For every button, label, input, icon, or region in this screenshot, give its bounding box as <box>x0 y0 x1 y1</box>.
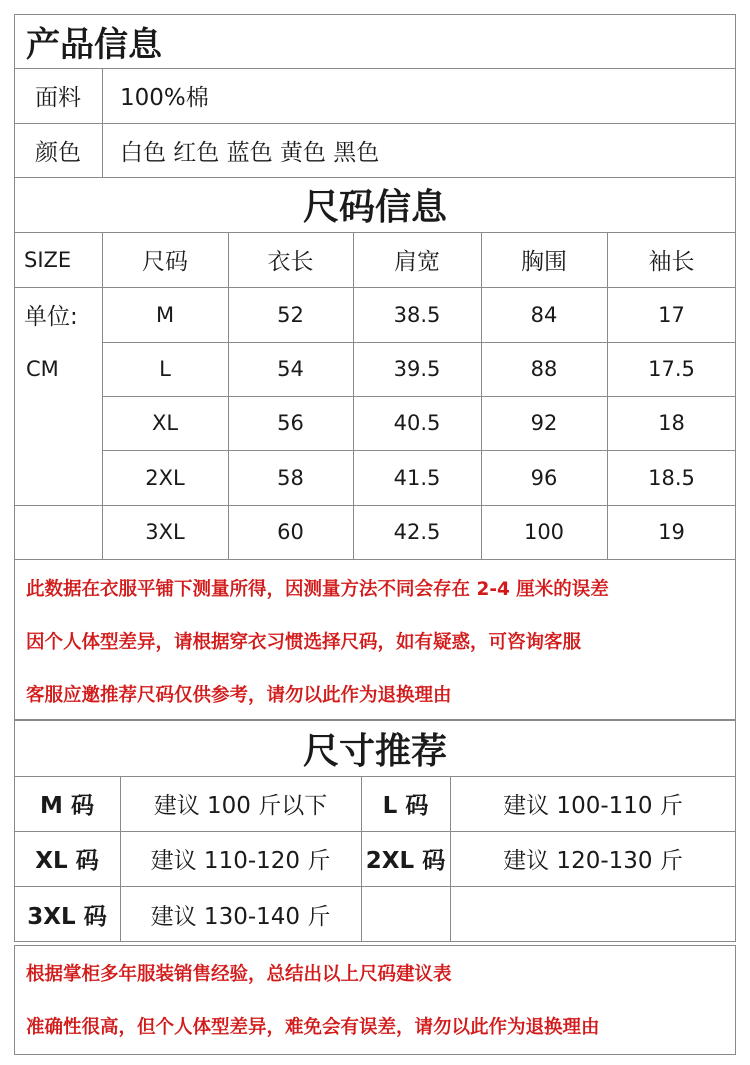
sleeve-cell: 18 <box>658 411 685 435</box>
shoulder-cell: 38.5 <box>393 302 441 327</box>
chest-cell: 96 <box>530 465 558 490</box>
size-note: 此数据在衣服平铺下测量所得，因测量方法不同会存在 2-4 厘米的误差 <box>26 579 609 600</box>
unit-label: 单位: <box>24 304 78 330</box>
size-cell: M <box>155 302 175 327</box>
color-value: 白色 红色 蓝色 黄色 黑色 <box>120 139 380 166</box>
fabric-label: 面料 <box>35 85 81 111</box>
header-shoulder: 肩宽 <box>394 249 440 275</box>
shoulder-cell: 40.5 <box>393 411 441 435</box>
recommend-size: M 码 <box>40 793 94 819</box>
sleeve-cell: 17.5 <box>648 357 695 381</box>
shoulder-cell: 39.5 <box>393 357 441 381</box>
size-cell: 2XL <box>145 465 185 490</box>
chest-cell: 84 <box>530 302 558 327</box>
product-info-title: 产品信息 <box>26 24 162 65</box>
color-label: 颜色 <box>35 139 81 166</box>
recommend-advice: 建议 110-120 斤 <box>150 848 331 874</box>
unit-cm: CM <box>26 357 59 381</box>
divider <box>14 559 736 560</box>
size-cell: L <box>159 357 171 381</box>
size-note: 因个人体型差异，请根据穿衣习惯选择尺码，如有疑惑，可咨询客服 <box>26 632 582 653</box>
sleeve-cell: 19 <box>658 520 685 544</box>
recommend-advice: 建议 130-140 斤 <box>150 903 331 930</box>
size-info-title: 尺码信息 <box>302 187 447 228</box>
chest-cell: 92 <box>530 411 558 435</box>
recommend-size: 3XL 码 <box>27 903 107 930</box>
size-note: 客服应邀推荐尺码仅供参考，请勿以此作为退换理由 <box>26 685 452 706</box>
recommend-advice: 建议 100 斤以下 <box>153 793 328 819</box>
sleeve-cell: 18.5 <box>648 465 695 490</box>
recommend-note: 准确性很高，但个人体型差异，难免会有误差，请勿以此作为退换理由 <box>26 1017 600 1038</box>
recommend-title: 尺寸推荐 <box>302 731 447 772</box>
recommend-size: 2XL 码 <box>365 848 446 874</box>
length-cell: 58 <box>277 465 304 490</box>
size-cell: XL <box>151 411 179 435</box>
sleeve-cell: 17 <box>658 302 685 327</box>
size-cell: 3XL <box>145 520 185 544</box>
header-size-cn: 尺码 <box>142 249 188 275</box>
recommend-advice: 建议 100-110 斤 <box>503 793 683 819</box>
header-size: SIZE <box>24 247 72 272</box>
fabric-value: 100%棉 <box>120 85 209 111</box>
length-cell: 60 <box>277 520 304 544</box>
recommend-size: XL 码 <box>35 848 99 874</box>
recommend-note: 根据掌柜多年服装销售经验，总结出以上尺码建议表 <box>26 964 452 985</box>
length-cell: 52 <box>277 302 304 327</box>
chest-cell: 88 <box>530 357 558 381</box>
shoulder-cell: 42.5 <box>393 520 441 544</box>
recommend-size: L 码 <box>382 793 429 819</box>
chest-cell: 100 <box>523 520 565 544</box>
header-sleeve: 袖长 <box>648 249 695 275</box>
recommend-advice: 建议 120-130 斤 <box>503 848 683 874</box>
header-length: 衣长 <box>267 249 314 275</box>
shoulder-cell: 41.5 <box>393 465 441 490</box>
length-cell: 54 <box>277 357 304 381</box>
length-cell: 56 <box>277 411 304 435</box>
header-chest: 胸围 <box>521 249 567 275</box>
